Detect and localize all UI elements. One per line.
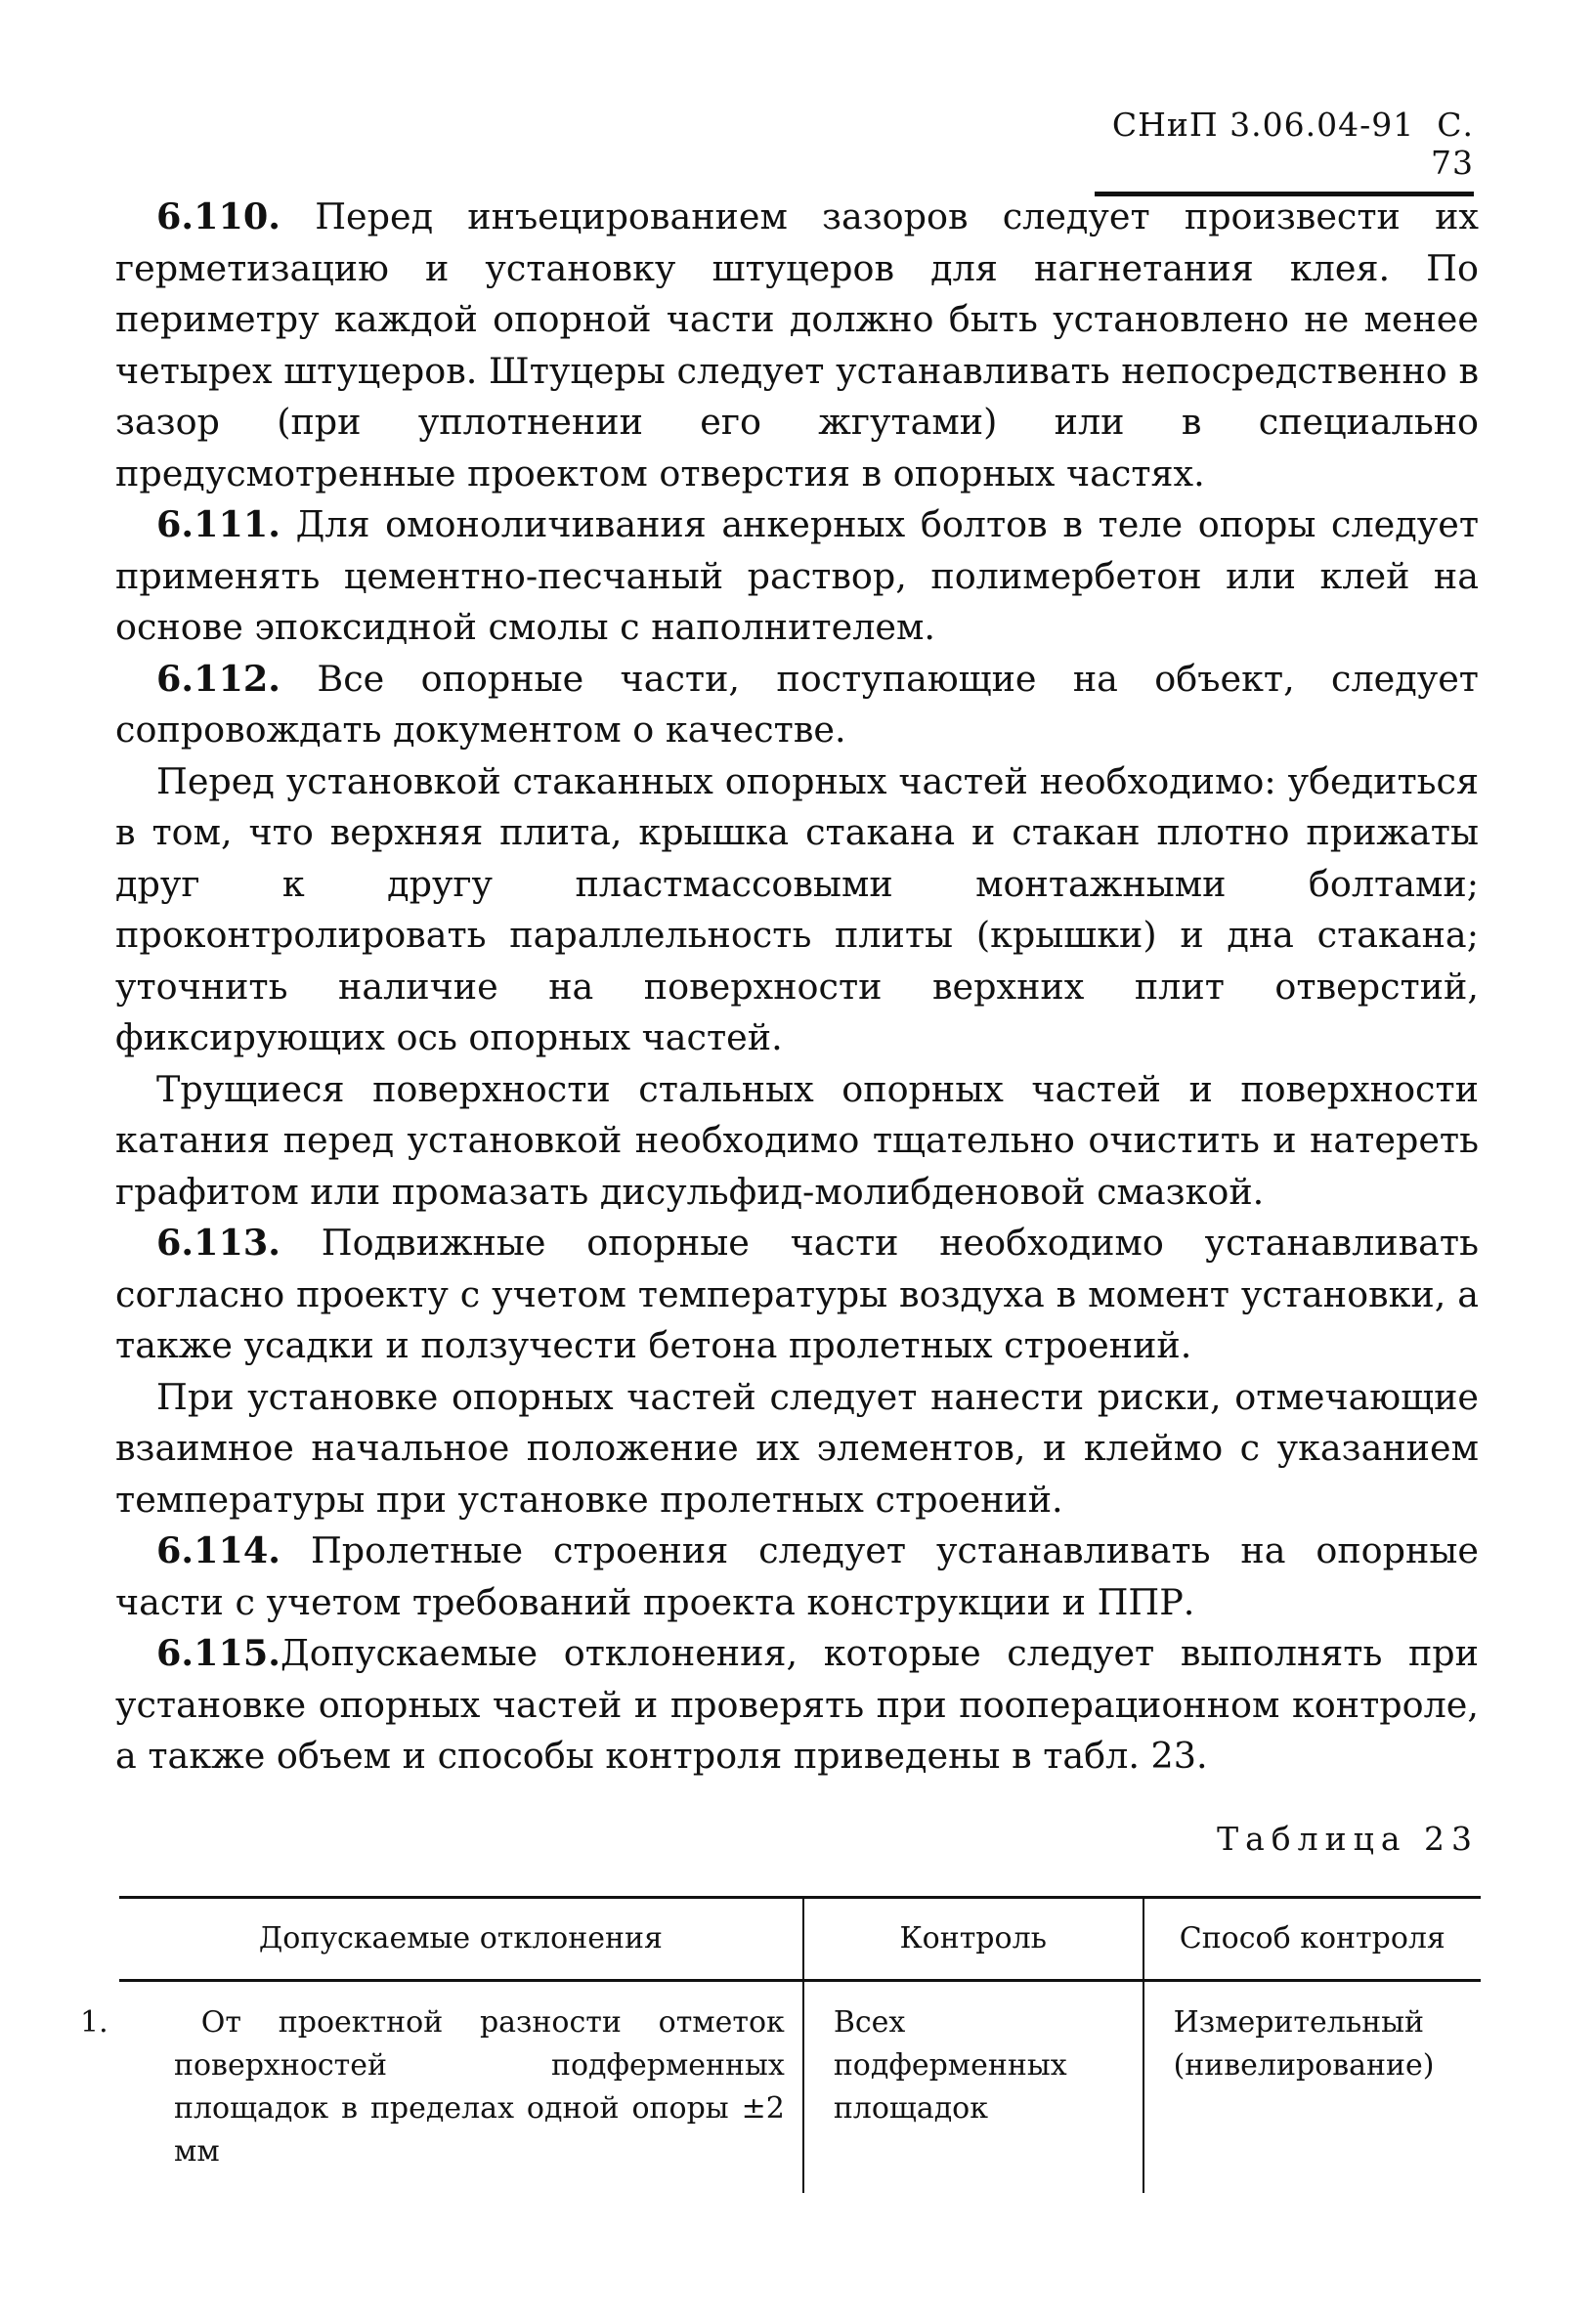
clause-number: 6.112. (156, 657, 281, 700)
column-header-deviations: Допускаемые отклонения (119, 1898, 803, 1981)
deviation-text: От проектной разности отметок поверхностей подферменных площадок в пределах одной опоры ±2 мм (174, 2005, 785, 2169)
tolerances-table (80, 1896, 1481, 2193)
column-header-control: Контроль (803, 1898, 1143, 1981)
paragraph-friction-surfaces (115, 1064, 1479, 1219)
paragraph-6-111 (115, 499, 1479, 654)
deviation-cell (80, 1981, 803, 2194)
column-header-method: Способ контроля (1143, 1898, 1481, 1981)
paragraph-text: При установке опорных частей следует нанести риски, отмечающие взаимное начальное положение их элементов, и клеймо с указанием температуры при установке пролетных строений. (115, 1375, 1479, 1521)
clause-number: 6.114. (156, 1529, 281, 1571)
paragraph-6-112 (115, 654, 1479, 756)
paragraph-text: Для омоноличивания анкерных болтов в теле опоры следует применять цементно-песчаный раствор, полимербетон или клей на основе эпоксидной смолы с наполнителем. (115, 503, 1480, 648)
paragraph-6-114 (115, 1526, 1479, 1628)
paragraph-text: Все опорные части, поступающие на объект, следует сопровождать документом о качестве. (115, 657, 1479, 751)
page-header (1095, 106, 1474, 196)
paragraph-cup-bearings (115, 756, 1479, 1064)
paragraph-text: Перед инъецированием зазоров следует произвести их герметизацию и установку штуцеров для нагнетания клея. По периметру каждой опорной части должно быть установлено не менее четырех штуцеров. Штуцеры следует устанавливать непосредственно в зазор (при уплотнении его жгутами) или в специально предусмотренные проектом отверстия в опорных частях. (115, 195, 1479, 494)
paragraph-text: Трущиеся поверхности стальных опорных частей и поверхности катания перед установкой необходимо тщательно очистить и натереть графитом или промазать дисульфид-молибденовой смазкой. (115, 1067, 1479, 1213)
clause-number: 6.110. (156, 195, 281, 237)
table-caption: Таблица 23 (1217, 1820, 1479, 1858)
paragraph-text: Пролетные строения следует устанавливать на опорные части с учетом требований проекта конструкции и ППР. (115, 1529, 1479, 1623)
clause-number: 6.111. (156, 503, 281, 545)
clause-number: 6.113. (156, 1222, 281, 1264)
row-number: 1. (80, 2005, 108, 2040)
document-reference: СНиП 3.06.04-91 (1111, 106, 1415, 144)
page-number: С. 73 (1431, 106, 1474, 182)
paragraph-6-113 (115, 1218, 1479, 1372)
paragraph-marks (115, 1372, 1479, 1526)
paragraph-text: Допускаемые отклонения, которые следует выполнять при установке опорных частей и проверять при пооперационном контроле, а также объем и способы контроля приведены в табл. 23. (115, 1632, 1479, 1777)
paragraph-6-115 (115, 1628, 1479, 1783)
clause-number: 6.115. (156, 1632, 281, 1674)
table-header-row (119, 1898, 1481, 1981)
paragraph-text: Подвижные опорные части необходимо устанавливать согласно проекту с учетом температуры воздуха в момент установки, а также усадки и ползучести бетона пролетных строений. (115, 1222, 1479, 1366)
table-row (119, 1981, 1481, 2194)
body-text (115, 192, 1479, 1783)
control-cell: Всех подферменных площадок (803, 1981, 1143, 2194)
paragraph-text: Перед установкой стаканных опорных частей необходимо: убедиться в том, что верхняя плита, крышка стакана и стакан плотно прижаты друг к другу пластмассовыми монтажными болтами; проконтролировать параллельность плиты (крышки) и дна стакана; уточнить наличие на поверхности верхних плит отверстий, фиксирующих ось опорных частей. (115, 759, 1479, 1058)
paragraph-6-110 (115, 192, 1479, 499)
method-cell: Измерительный (нивелирование) (1173, 2005, 1435, 2083)
